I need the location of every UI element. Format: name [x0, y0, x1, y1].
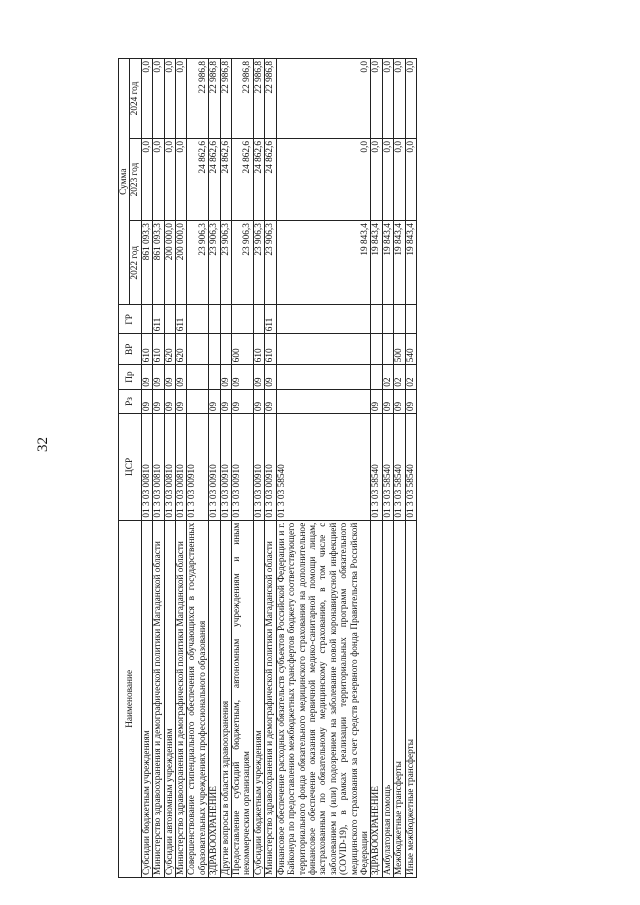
cell-2024: 0,0 [176, 59, 187, 139]
header-csr: ЦСР [119, 414, 142, 521]
cell-2022: 23 906,3 [253, 221, 264, 305]
cell-name: ЗДРАВООХРАНЕНИЕ [371, 520, 382, 877]
cell-csr: 01 3 03 00810 [153, 414, 164, 521]
cell-pr: 09 [176, 365, 187, 389]
cell-gr [209, 305, 220, 334]
cell-rz: 09 [265, 389, 276, 413]
cell-vr [276, 334, 371, 365]
cell-2022: 200 000,0 [164, 221, 175, 305]
cell-rz: 09 [220, 389, 231, 413]
cell-2022: 19 843,4 [276, 221, 371, 305]
cell-2023: 24 862,6 [209, 138, 220, 220]
cell-name: Министерство здравоохранения и демографической политики Магаданской области [153, 520, 164, 877]
cell-csr: 01 3 03 58540 [371, 414, 382, 521]
cell-name: Совершенствование стипендиального обеспечения обучающихся в государственных образовательных учреждениях профессионального образования [187, 520, 209, 877]
page-number: 32 [35, 437, 51, 452]
cell-2024: 0,0 [164, 59, 175, 139]
cell-rz [276, 389, 371, 413]
cell-2023: 0,0 [141, 138, 152, 220]
cell-2024: 0,0 [141, 59, 152, 139]
table-row [153, 59, 164, 878]
table-row [232, 59, 254, 878]
cell-csr: 01 3 03 58540 [394, 414, 405, 521]
table-row [187, 59, 209, 878]
header-name: Наименование [119, 520, 142, 877]
cell-name: Финансовое обеспечение расходных обязательств субъектов Российской Федерации и г. Байконура по предоставлению межбюджетных трансфертов бюджету соответствующего территориального фонда обязательного медицинского страхования на дополнительное финансовое обеспечение оказания первичной медико-санитарной помощи лицам, застрахованным по обязательному медицинскому страхованию, в том числе с заболеванием и (или) подозрением на заболевание новой коронавирусной инфекцией (COVID-19), в рамках реализации территориальных программ обязательного медицинского страхования за счет средств резервного фонда Правительства Российской Федерации [276, 520, 371, 877]
cell-2024: 22 986,8 [220, 59, 231, 139]
cell-csr: 01 3 03 00810 [164, 414, 175, 521]
cell-vr: 600 [232, 334, 254, 365]
cell-2022: 861 093,3 [153, 221, 164, 305]
cell-2022: 23 906,3 [209, 221, 220, 305]
cell-2022: 23 906,3 [187, 221, 209, 305]
cell-2024: 0,0 [153, 59, 164, 139]
cell-gr [405, 305, 416, 334]
cell-vr [209, 334, 220, 365]
cell-csr: 01 3 03 00810 [176, 414, 187, 521]
cell-vr: 610 [253, 334, 264, 365]
cell-pr: 09 [141, 365, 152, 389]
cell-vr: 620 [176, 334, 187, 365]
cell-pr: 02 [394, 365, 405, 389]
cell-vr [382, 334, 393, 365]
cell-rz: 09 [141, 389, 152, 413]
cell-2023: 0,0 [394, 138, 405, 220]
table-row [220, 59, 231, 878]
cell-2023: 0,0 [153, 138, 164, 220]
cell-2024: 0,0 [405, 59, 416, 139]
cell-name: Субсидии бюджетным учреждениям [253, 520, 264, 877]
cell-2022: 23 906,3 [220, 221, 231, 305]
cell-name: Министерство здравоохранения и демографической политики Магаданской области [265, 520, 276, 877]
header-row [119, 59, 130, 878]
cell-rz: 09 [405, 389, 416, 413]
cell-2022: 19 843,4 [394, 221, 405, 305]
cell-name: Министерство здравоохранения и демографической политики Магаданской области [176, 520, 187, 877]
cell-2023: 0,0 [164, 138, 175, 220]
cell-rz: 09 [394, 389, 405, 413]
cell-pr: 09 [153, 365, 164, 389]
cell-csr: 01 3 03 58540 [276, 414, 371, 521]
cell-2023: 0,0 [176, 138, 187, 220]
header-pr: Пр [119, 365, 142, 389]
cell-gr [187, 305, 209, 334]
header-vr: ВР [119, 334, 142, 365]
cell-pr [276, 365, 371, 389]
header-gr: ГР [119, 305, 142, 334]
cell-name: Другие вопросы в области здравоохранения [220, 520, 231, 877]
table-row [405, 59, 416, 878]
cell-gr [232, 305, 254, 334]
cell-csr: 01 3 03 00910 [253, 414, 264, 521]
cell-2022: 19 843,4 [371, 221, 382, 305]
cell-rz: 09 [153, 389, 164, 413]
cell-gr [141, 305, 152, 334]
cell-2024: 0,0 [371, 59, 382, 139]
cell-name: Субсидии бюджетным учреждениям [141, 520, 152, 877]
cell-2022: 19 843,4 [405, 221, 416, 305]
cell-vr [220, 334, 231, 365]
cell-name: Субсидии автономным учреждениям [164, 520, 175, 877]
cell-gr [253, 305, 264, 334]
cell-2024: 0,0 [394, 59, 405, 139]
cell-rz: 09 [176, 389, 187, 413]
cell-2022: 861 093,3 [141, 221, 152, 305]
cell-pr: 09 [164, 365, 175, 389]
cell-rz: 09 [209, 389, 220, 413]
budget-table [118, 58, 417, 878]
cell-csr: 01 3 03 00910 [265, 414, 276, 521]
cell-csr: 01 3 03 00910 [187, 414, 209, 521]
table-row [371, 59, 382, 878]
cell-name: Амбулаторная помощь [382, 520, 393, 877]
cell-vr: 610 [265, 334, 276, 365]
cell-pr [209, 365, 220, 389]
cell-pr [187, 365, 209, 389]
table-row [253, 59, 264, 878]
cell-gr [371, 305, 382, 334]
cell-rz: 09 [253, 389, 264, 413]
cell-name: Межбюджетные трансферты [394, 520, 405, 877]
cell-2023: 0,0 [382, 138, 393, 220]
cell-2024: 0,0 [382, 59, 393, 139]
header-rz: Рз [119, 389, 142, 413]
cell-2022: 200 000,0 [176, 221, 187, 305]
cell-gr [394, 305, 405, 334]
cell-gr [276, 305, 371, 334]
cell-pr: 09 [265, 365, 276, 389]
cell-2024: 0,0 [276, 59, 371, 139]
cell-vr: 610 [153, 334, 164, 365]
cell-gr [164, 305, 175, 334]
cell-2024: 22 986,8 [232, 59, 254, 139]
cell-2024: 22 986,8 [265, 59, 276, 139]
cell-2023: 24 862,6 [253, 138, 264, 220]
cell-2024: 22 986,8 [253, 59, 264, 139]
cell-csr: 01 3 03 00910 [209, 414, 220, 521]
cell-csr: 01 3 03 00810 [141, 414, 152, 521]
table-row [209, 59, 220, 878]
cell-rz: 09 [382, 389, 393, 413]
cell-2022: 23 906,3 [232, 221, 254, 305]
cell-vr: 610 [141, 334, 152, 365]
table-row [176, 59, 187, 878]
rotated-table-container [118, 58, 417, 878]
cell-2023: 24 862,6 [232, 138, 254, 220]
cell-2022: 19 843,4 [382, 221, 393, 305]
cell-2023: 0,0 [405, 138, 416, 220]
cell-rz: 09 [164, 389, 175, 413]
cell-csr: 01 3 03 58540 [382, 414, 393, 521]
cell-pr: 09 [253, 365, 264, 389]
cell-2023: 24 862,6 [265, 138, 276, 220]
cell-rz [187, 389, 209, 413]
cell-rz: 09 [371, 389, 382, 413]
cell-2023: 0,0 [371, 138, 382, 220]
cell-rz: 09 [232, 389, 254, 413]
cell-2023: 24 862,6 [187, 138, 209, 220]
header-2023: 2023 год [130, 138, 141, 220]
cell-pr [371, 365, 382, 389]
cell-vr: 500 [394, 334, 405, 365]
cell-pr: 02 [382, 365, 393, 389]
cell-2024: 22 986,8 [209, 59, 220, 139]
cell-name: Предоставление субсидий бюджетным, автономным учреждениям и иным некоммерческим организациям [232, 520, 254, 877]
cell-name: Иные межбюджетные трансферты [405, 520, 416, 877]
header-2022: 2022 год [130, 221, 141, 305]
table-row [382, 59, 393, 878]
cell-pr: 09 [232, 365, 254, 389]
cell-vr: 540 [405, 334, 416, 365]
header-sum: Сумма [119, 59, 130, 305]
cell-gr: 611 [176, 305, 187, 334]
table-row [164, 59, 175, 878]
cell-csr: 01 3 03 00910 [232, 414, 254, 521]
cell-gr [220, 305, 231, 334]
cell-2023: 0,0 [276, 138, 371, 220]
cell-vr [371, 334, 382, 365]
cell-vr: 620 [164, 334, 175, 365]
cell-2022: 23 906,3 [265, 221, 276, 305]
cell-gr: 611 [265, 305, 276, 334]
cell-pr: 09 [220, 365, 231, 389]
header-2024: 2024 год [130, 59, 141, 139]
table-body [141, 59, 416, 878]
table-row [276, 59, 371, 878]
cell-vr [187, 334, 209, 365]
table-row [141, 59, 152, 878]
cell-2023: 24 862,6 [220, 138, 231, 220]
cell-name: ЗДРАВООХРАНЕНИЕ [209, 520, 220, 877]
table-row [394, 59, 405, 878]
cell-csr: 01 3 03 58540 [405, 414, 416, 521]
table-row [265, 59, 276, 878]
cell-gr [382, 305, 393, 334]
cell-pr: 02 [405, 365, 416, 389]
cell-gr: 611 [153, 305, 164, 334]
cell-csr: 01 3 03 00910 [220, 414, 231, 521]
cell-2024: 22 986,8 [187, 59, 209, 139]
